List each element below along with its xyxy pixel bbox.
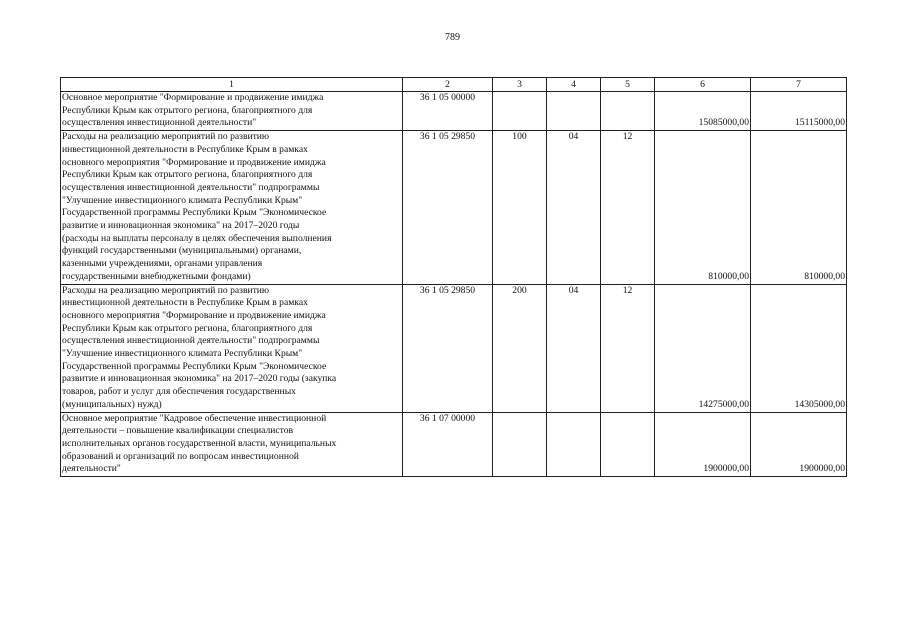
column-header: 1 <box>61 78 403 92</box>
page-number: 789 <box>445 32 460 43</box>
description-line: развитие и инновационная экономика" на 2017–2020 годы <box>62 220 300 232</box>
description-line: инвестиционной деятельности в Республике Крым в рамках <box>62 297 308 309</box>
amount-cell: 1900000,00 <box>751 412 847 477</box>
description-line: осуществления инвестиционной деятельности" <box>62 117 257 129</box>
subsection-cell: 12 <box>601 284 655 412</box>
description-cell <box>61 92 403 131</box>
description-line: Основное мероприятие "Кадровое обеспечение инвестиционной <box>62 412 327 424</box>
description-line: инвестиционной деятельности в Республике Крым в рамках <box>62 143 308 155</box>
code-cell: 36 1 05 00000 <box>403 92 493 131</box>
description-cell <box>61 131 403 284</box>
description-line: товаров, работ и услуг для обеспечения государственных <box>62 386 296 398</box>
table-row <box>61 92 847 131</box>
table-row <box>61 131 847 284</box>
column-header: 4 <box>547 78 601 92</box>
code-cell: 36 1 05 29850 <box>403 131 493 284</box>
description-line: Республики Крым как отрытого региона, благоприятного для <box>62 169 313 181</box>
subsection-cell <box>601 92 655 131</box>
column-header: 3 <box>493 78 547 92</box>
section-cell <box>547 92 601 131</box>
expense-type-cell <box>493 412 547 477</box>
description-line: основного мероприятия "Формирование и продвижение имиджа <box>62 156 326 168</box>
description-line: основного мероприятия "Формирование и продвижение имиджа <box>62 309 326 321</box>
subsection-cell <box>601 412 655 477</box>
budget-table <box>60 77 847 477</box>
amount-cell: 810000,00 <box>655 131 751 284</box>
description-line: Основное мероприятие "Формирование и продвижение имиджа <box>62 92 324 103</box>
description-line: "Улучшение инвестиционного климата Республики Крым" <box>62 194 303 206</box>
code-cell: 36 1 07 00000 <box>403 412 493 477</box>
code-cell: 36 1 05 29850 <box>403 284 493 412</box>
description-line: образований и организаций по вопросам инвестиционной <box>62 450 299 462</box>
description-line: Государственной программы Республики Крым "Экономическое <box>62 360 327 372</box>
amount-cell: 810000,00 <box>751 131 847 284</box>
description-line: деятельности" <box>62 463 121 475</box>
description-cell <box>61 412 403 477</box>
column-header-row <box>61 78 847 92</box>
description-line: (муниципальных) нужд) <box>62 398 162 410</box>
amount-cell: 1900000,00 <box>655 412 751 477</box>
amount-cell: 15085000,00 <box>655 92 751 131</box>
description-line: Расходы на реализацию мероприятий по развитию <box>62 131 270 143</box>
description-line: исполнительных органов государственной власти, муниципальных <box>62 437 337 449</box>
description-line: Расходы на реализацию мероприятий по развитию <box>62 284 270 296</box>
description-line: Государственной программы Республики Крым "Экономическое <box>62 207 327 219</box>
description-line: деятельности – повышение квалификации специалистов <box>62 425 294 437</box>
section-cell: 04 <box>547 284 601 412</box>
description-cell <box>61 284 403 412</box>
table-row <box>61 412 847 477</box>
column-header: 2 <box>403 78 493 92</box>
expense-type-cell: 200 <box>493 284 547 412</box>
column-header: 5 <box>601 78 655 92</box>
description-line: государственными внебюджетными фондами) <box>62 270 251 282</box>
column-header: 7 <box>751 78 847 92</box>
description-line: развитие и инновационная экономика" на 2017–2020 годы (закупка <box>62 373 337 385</box>
description-line: Республики Крым как отрытого региона, благоприятного для <box>62 104 313 116</box>
description-line: Республики Крым как отрытого региона, благоприятного для <box>62 322 313 334</box>
section-cell: 04 <box>547 131 601 284</box>
description-line: казенными учреждениями, органами управления <box>62 258 263 270</box>
subsection-cell: 12 <box>601 131 655 284</box>
amount-cell: 14275000,00 <box>655 284 751 412</box>
description-line: "Улучшение инвестиционного климата Республики Крым" <box>62 348 303 360</box>
description-line: (расходы на выплаты персоналу в целях обеспечения выполнения <box>62 232 332 244</box>
section-cell <box>547 412 601 477</box>
column-header: 6 <box>655 78 751 92</box>
expense-type-cell: 100 <box>493 131 547 284</box>
amount-cell: 15115000,00 <box>751 92 847 131</box>
table-row <box>61 284 847 412</box>
amount-cell: 14305000,00 <box>751 284 847 412</box>
description-line: функций государственными (муниципальными) органами, <box>62 245 302 257</box>
description-line: осуществления инвестиционной деятельности" подпрограммы <box>62 335 320 347</box>
expense-type-cell <box>493 92 547 131</box>
description-line: осуществления инвестиционной деятельности" подпрограммы <box>62 181 320 193</box>
